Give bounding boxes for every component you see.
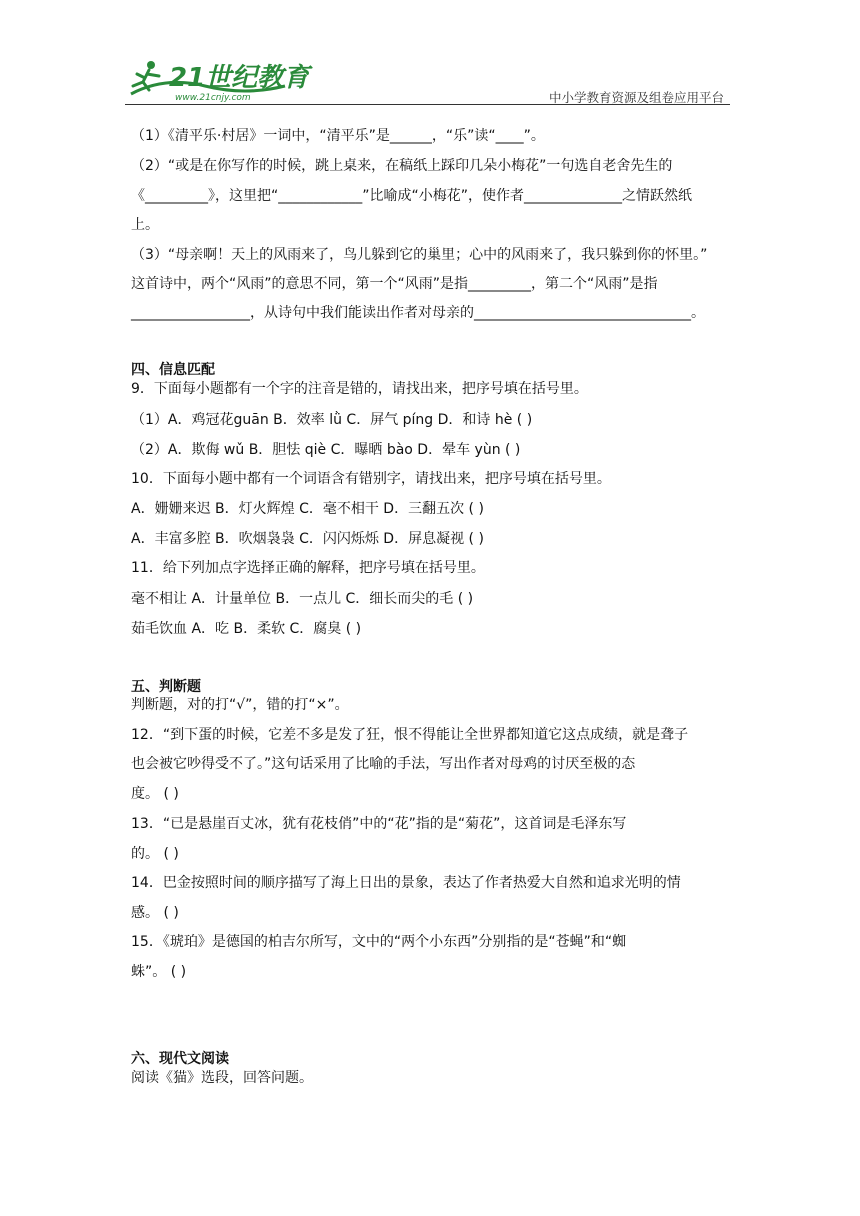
header-divider (125, 104, 730, 105)
q11-item1: 毫不相让 A．计量单位 B．一点儿 C．细长而尖的毛 ( ) (131, 591, 474, 607)
q12-line1: 12．“到下蛋的时候，它差不多是发了狂，恨不得能让全世界都知道它这点成绩，就是聋子 (131, 727, 689, 743)
svg-text:21世纪教育: 21世纪教育 (169, 63, 310, 93)
q12-line2: 也会被它吵得受不了。”这句话采用了比喻的手法，写出作者对母鸡的讨厌至极的态 (131, 756, 636, 772)
q15-line2: 蛛”。 ( ) (131, 964, 187, 980)
q10-item2: A．丰富多腔 B．吹烟袅袅 C．闪闪烁烁 D．屏息凝视 ( ) (131, 531, 484, 547)
q8-part2-line3: 上。 (131, 217, 159, 233)
q9-stem: 9．下面每小题都有一个字的注音是错的，请找出来，把序号填在括号里。 (131, 381, 588, 397)
q8-part3-line1: （3）“母亲啊！天上的风雨来了，鸟儿躲到它的巢里；心中的风雨来了，我只躲到你的怀里。” (131, 247, 708, 263)
q8-part3-line2: 这首诗中，两个“风雨”的意思不同，第一个“风雨”是指_________，第二个“风雨”是指 (131, 276, 658, 292)
q11-item2: 茹毛饮血 A．吃 B．柔软 C．腐臭 ( ) (131, 621, 362, 637)
q12-line3: 度。 ( ) (131, 786, 179, 802)
section5-intro: 判断题，对的打“√”，错的打“×”。 (131, 697, 349, 713)
section6-title: 六、现代文阅读 (131, 1051, 229, 1067)
section4-title: 四、信息匹配 (131, 362, 215, 378)
q10-stem: 10．下面每小题中都有一个词语含有错别字，请找出来，把序号填在括号里。 (131, 471, 611, 487)
section5-title: 五、判断题 (131, 679, 201, 695)
section6-intro: 阅读《猫》选段，回答问题。 (131, 1070, 313, 1086)
q15-line1: 15．《琥珀》是德国的柏吉尔所写，文中的“两个小东西”分别指的是“苍蝇”和“蜘 (131, 934, 627, 950)
q9-item2: （2）A．欺侮 wǔ B．胆怯 qiè C．曝晒 bào D．晕车 yùn ( ) (131, 442, 521, 458)
q8-part2-line1: （2）“或是在你写作的时候，跳上桌来，在稿纸上踩印几朵小梅花”一句选自老舍先生的 (131, 158, 673, 174)
header-platform-label: 中小学教育资源及组卷应用平台 (548, 90, 724, 105)
logo-21cnjy-icon (125, 56, 310, 103)
q8-part3-line3: _________________，从诗句中我们能读出作者对母亲的_______________________________。 (131, 305, 705, 321)
q14-line1: 14．巴金按照时间的顺序描写了海上日出的景象，表达了作者热爱大自然和追求光明的情 (131, 875, 681, 891)
q8-part1: （1）《清平乐·村居》一词中，“清平乐”是______，“乐”读“____”。 (131, 128, 545, 144)
svg-text:www.21cnjy.com: www.21cnjy.com (175, 93, 251, 103)
q8-part2-line2: 《_________》，这里把“____________”比喻成“小梅花”，使作者______________之情跃然纸 (131, 188, 693, 204)
q13-line2: 的。 ( ) (131, 846, 179, 862)
q11-stem: 11．给下列加点字选择正确的解释，把序号填在括号里。 (131, 560, 485, 576)
q13-line1: 13．“已是悬崖百丈冰，犹有花枝俏”中的“花”指的是“菊花”，这首词是毛泽东写 (131, 816, 627, 832)
page-header (125, 56, 730, 106)
q10-item1: A．姗姗来迟 B．灯火辉煌 C．毫不相干 D．三翻五次 ( ) (131, 501, 484, 517)
q9-item1: （1）A．鸡冠花guān B．效率 lǜ C．屏气 píng D．和诗 hè ( ) (131, 412, 533, 428)
q14-line2: 感。 ( ) (131, 905, 179, 921)
